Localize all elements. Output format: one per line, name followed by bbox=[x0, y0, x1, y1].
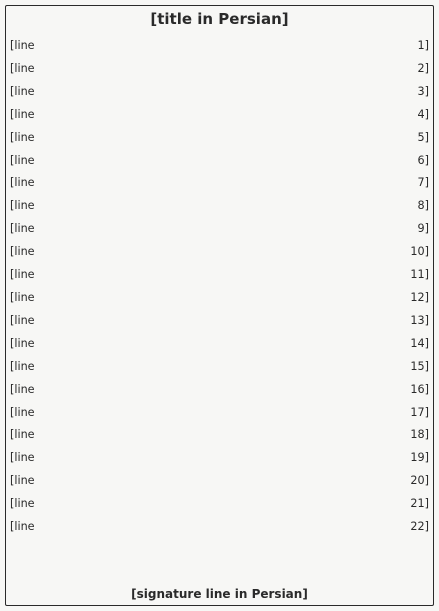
body-line: [line 3] bbox=[10, 84, 429, 98]
body-line: [line 5] bbox=[10, 130, 429, 144]
body-line: [line 6] bbox=[10, 153, 429, 167]
body-line: [line 19] bbox=[10, 451, 429, 465]
body-line: [line 9] bbox=[10, 222, 429, 236]
body-line: [line 4] bbox=[10, 107, 429, 121]
notice-title: [title in Persian] bbox=[150, 10, 289, 28]
body-line: [line 18] bbox=[10, 428, 429, 442]
notice-signature: [signature line in Persian] bbox=[131, 587, 308, 601]
body-line: [line 2] bbox=[10, 61, 429, 75]
notice-body bbox=[10, 35, 429, 539]
body-line: [line 12] bbox=[10, 290, 429, 304]
body-line: [line 11] bbox=[10, 268, 429, 282]
body-line: [line 17] bbox=[10, 405, 429, 419]
body-line: [line 22] bbox=[10, 520, 429, 534]
body-line: [line 13] bbox=[10, 313, 429, 327]
body-line: [line 21] bbox=[10, 497, 429, 511]
body-line: [line 20] bbox=[10, 474, 429, 488]
body-line: [line 7] bbox=[10, 176, 429, 190]
body-line: [line 1] bbox=[10, 39, 429, 52]
body-line: [line 10] bbox=[10, 245, 429, 259]
body-line: [line 15] bbox=[10, 359, 429, 373]
body-line: [line 8] bbox=[10, 199, 429, 213]
body-line: [line 14] bbox=[10, 336, 429, 350]
body-line: [line 16] bbox=[10, 382, 429, 396]
